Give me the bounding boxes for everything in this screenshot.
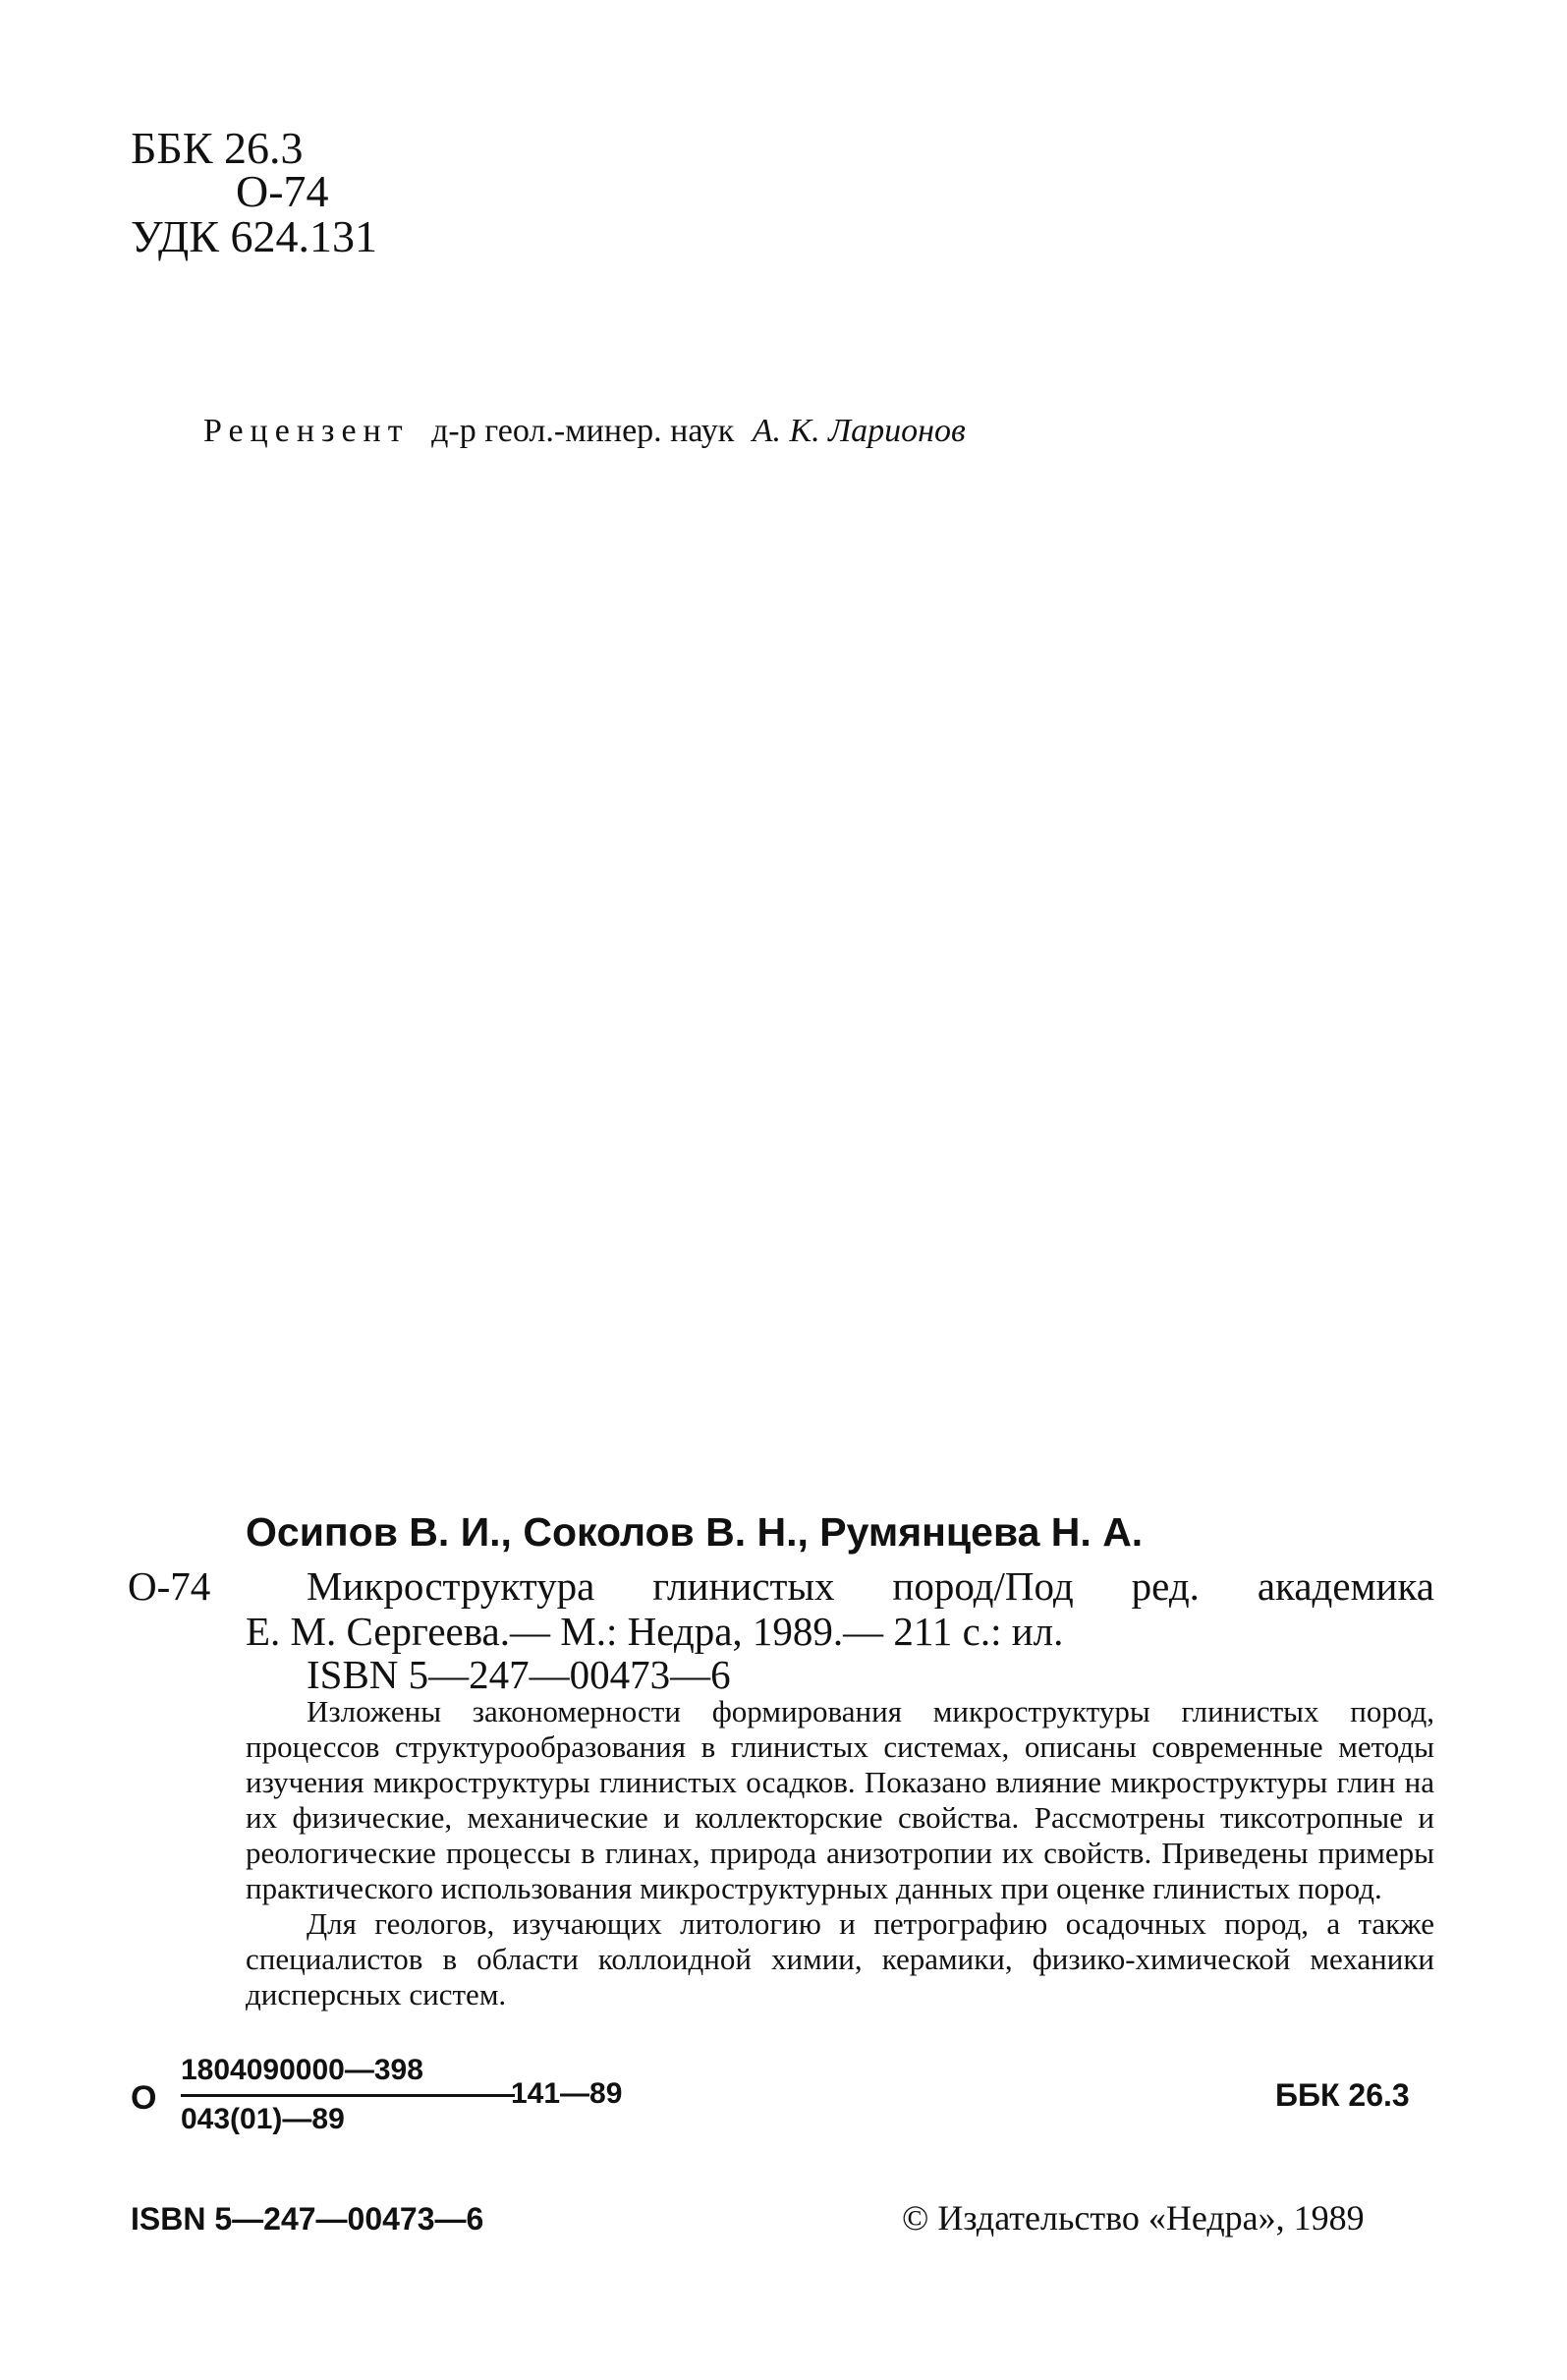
annotation-paragraph: Изложены закономерности формирования микроструктуры глинистых пород, процессов структурообразования в глинистых системах, описаны современные методы изучения микроструктуры глинистых осадков. Показано влияние микроструктуры глин на их физические, механические и коллекторские свойства. Рассмотрены тиксотропные и реологические процессы в глинах, природа анизотропии их свойств. Приведены примеры практического использования микроструктурных данных при оценке глинистых пород. <box>246 1694 1434 1905</box>
bbk-classification: ББК 26.3 <box>131 123 304 173</box>
index-denominator: 043(01)—89 <box>181 2103 345 2135</box>
index-tail: 141—89 <box>511 2077 623 2110</box>
footer-isbn: ISBN 5—247—00473—6 <box>131 2201 484 2237</box>
publication-info: Е. М. Сергеева.— М.: Недра, 1989.— 211 с.: ил. <box>246 1609 1064 1654</box>
index-numerator: 1804090000—398 <box>181 2054 423 2086</box>
author-code: О-74 <box>236 166 329 216</box>
reviewer-degree: д-р геол.-минер. наук <box>431 413 735 449</box>
card-code: О-74 <box>128 1563 211 1609</box>
udk-classification: УДК 624.131 <box>131 211 377 261</box>
audience-paragraph: Для геологов, изучающих литологию и петрографию осадочных пород, а также специалистов в области коллоидной химии, керамики, физико-химической механики дисперсных систем. <box>246 1906 1434 2012</box>
bbk-bottom: ББК 26.3 <box>1275 2077 1410 2113</box>
reviewer-label: Рецензент <box>203 413 410 449</box>
annotation <box>246 1694 1434 2012</box>
reviewer-line <box>203 413 966 450</box>
book-title: Микроструктура глинистых пород/Под ред. академика <box>307 1563 1434 1609</box>
copyright-notice: © Издательство «Недра», 1989 <box>902 2198 1365 2238</box>
fraction-divider <box>181 2094 515 2097</box>
card-isbn: ISBN 5—247—00473—6 <box>307 1652 731 1697</box>
index-letter: О <box>131 2079 157 2117</box>
reviewer-name: А. К. Ларионов <box>752 413 966 449</box>
authors-line: Осипов В. И., Соколов В. Н., Румянцева Н. А. <box>246 1509 1144 1555</box>
